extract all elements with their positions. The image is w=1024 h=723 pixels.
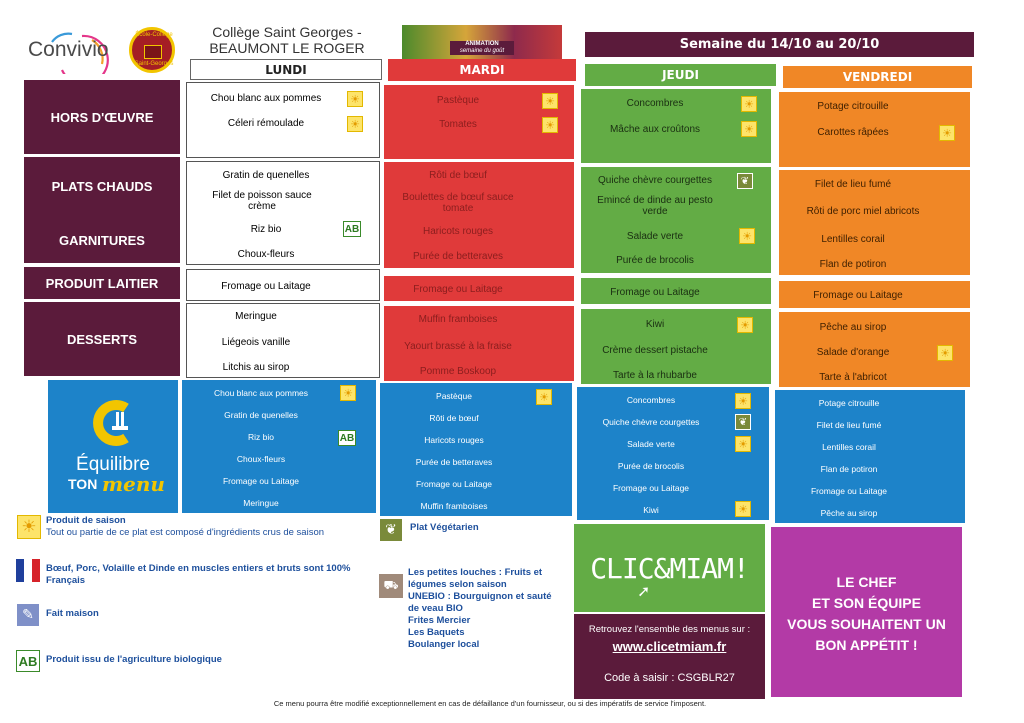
- jeudi-dessert-2: Crème dessert pistache: [602, 345, 708, 356]
- legend-vegetarien: Plat Végétarien: [410, 522, 479, 533]
- eq-mardi-4: Purée de betteraves: [415, 457, 493, 467]
- eq-vendredi-2: Filet de lieu fumé: [816, 420, 882, 430]
- day-header-mardi: MARDI: [388, 59, 576, 81]
- animation-banner: [402, 25, 562, 59]
- equilibre-vendredi: [775, 390, 965, 523]
- seal-house-icon: [144, 45, 162, 59]
- vendredi-plat-2: Rôti de porc miel abricots: [806, 206, 920, 217]
- equilibre-logo-box: [48, 380, 178, 513]
- eq-lundi-5: Fromage ou Laitage: [222, 476, 300, 486]
- jeudi-dessert-1: Kiwi: [645, 319, 665, 330]
- sun-icon: ☀: [739, 228, 755, 244]
- mardi-hors-2: Tomates: [439, 119, 477, 130]
- jeudi-hors-box: [581, 89, 771, 163]
- ab-bio-icon: AB: [343, 221, 361, 237]
- jeudi-hors-1: Concombres: [626, 98, 684, 109]
- mardi-laitier-box: [384, 276, 574, 301]
- sun-icon: ☀: [735, 393, 751, 409]
- legend-france: Bœuf, Porc, Volaille et Dinde en muscles entiers et bruts sont 100% Français: [46, 563, 351, 586]
- sun-icon: ☀: [17, 515, 41, 539]
- eq-jeudi-3: Salade verte: [627, 439, 675, 449]
- vendredi-laitier: Fromage ou Laitage: [813, 290, 903, 301]
- sun-icon: ☀: [347, 91, 363, 107]
- eq-lundi-2: Gratin de quenelles: [224, 410, 298, 420]
- seal-top-text: École-Collège: [135, 32, 173, 38]
- sun-icon: ☀: [741, 96, 757, 112]
- legend-louches-2: légumes selon saison: [408, 579, 507, 590]
- legend-louches-4: de veau BIO: [408, 603, 463, 614]
- vendredi-garn-1: Lentilles corail: [821, 234, 885, 245]
- lundi-plats-box: [186, 161, 380, 265]
- eq-jeudi-1: Concombres: [626, 395, 676, 405]
- jeudi-plat-1: Quiche chèvre courgettes: [598, 175, 712, 186]
- mardi-dessert-2: Yaourt brassé à la fraise: [404, 341, 512, 352]
- day-header-jeudi: JEUDI: [585, 64, 776, 86]
- mardi-plat-1: Rôti de bœuf: [429, 170, 487, 181]
- animation-label: [450, 41, 514, 55]
- equilibre-mardi: [380, 383, 572, 516]
- eq-mardi-5: Fromage ou Laitage: [415, 479, 493, 489]
- equilibre-lundi: [182, 380, 376, 513]
- vendredi-hors-1: Potage citrouille: [817, 101, 889, 112]
- convivio-logo: [22, 30, 122, 70]
- clic-retrouvez: Retrouvez l'ensemble des menus sur :: [588, 624, 751, 635]
- mardi-garn-1: Haricots rouges: [422, 226, 494, 237]
- leaf-icon: ❦: [735, 414, 751, 430]
- eq-jeudi-4: Purée de brocolis: [617, 461, 685, 471]
- vendredi-dessert-3: Tarte à l'abricot: [819, 372, 887, 383]
- lundi-hors-1: Chou blanc aux pommes: [210, 93, 322, 104]
- mardi-laitier: Fromage ou Laitage: [413, 284, 503, 295]
- legend-louches-5: Frites Mercier: [408, 615, 471, 626]
- fork-c-logo-icon: [90, 398, 138, 448]
- mardi-hors-1: Pastèque: [436, 95, 480, 106]
- week-band: Semaine du 14/10 au 20/10: [585, 32, 974, 57]
- lundi-laitier-box: [186, 269, 380, 301]
- eq-vendredi-6: Pêche au sirop: [820, 508, 878, 518]
- lundi-hors-box: [186, 82, 380, 158]
- clic-code: Code à saisir : CSGBLR27: [604, 672, 735, 684]
- lundi-plat-2: Filet de poisson sauce crème: [212, 190, 312, 212]
- sun-icon: ☀: [542, 117, 558, 133]
- seal-bottom-text: Saint-Georges: [134, 61, 174, 67]
- chef-message: [771, 527, 962, 697]
- category-produit-laitier: PRODUIT LAITIER: [24, 267, 180, 299]
- eq-jeudi-6: Kiwi: [643, 505, 659, 515]
- mardi-garn-2: Purée de betteraves: [412, 251, 504, 262]
- sun-icon: ☀: [735, 436, 751, 452]
- chef-line-3: VOUS SOUHAITENT UN: [787, 616, 946, 632]
- eq-mardi-2: Rôti de bœuf: [429, 413, 479, 423]
- vendredi-dessert-1: Pêche au sirop: [819, 322, 887, 333]
- jeudi-plats-box: [581, 167, 771, 273]
- mardi-dessert-1: Muffin framboises: [418, 314, 498, 325]
- mardi-plat-2: Boulettes de bœuf sauce tomate: [402, 192, 514, 214]
- chef-line-1: LE CHEF: [836, 574, 897, 590]
- legend-louches-1: Les petites louches : Fruits et: [408, 567, 543, 578]
- category-plats-chauds: PLATS CHAUDS: [24, 171, 180, 201]
- animation-subtitle: semaine du goût: [459, 48, 505, 54]
- eq-vendredi-3: Lentilles corail: [822, 442, 876, 452]
- vendredi-plat-1: Filet de lieu fumé: [814, 179, 892, 190]
- category-desserts: DESSERTS: [24, 302, 180, 376]
- jeudi-hors-2: Mâche aux croûtons: [609, 124, 701, 135]
- lundi-plat-1: Gratin de quenelles: [222, 170, 310, 181]
- clicetmiam-info: [574, 614, 765, 699]
- jeudi-garn-1: Salade verte: [626, 231, 684, 242]
- sun-icon: ☀: [737, 317, 753, 333]
- sun-icon: ☀: [741, 121, 757, 137]
- france-flag-icon: [16, 559, 40, 582]
- chef-line-2: ET SON ÉQUIPE: [812, 595, 921, 611]
- legend-saison-title: Produit de saison: [46, 515, 126, 526]
- lundi-garn-1: Riz bio: [250, 224, 282, 235]
- school-name: [190, 24, 384, 56]
- legend-louches-6: Les Baquets: [408, 627, 465, 638]
- vendredi-laitier-box: [779, 281, 970, 308]
- leaf-icon: ❦: [379, 518, 403, 542]
- sun-icon: ☀: [347, 116, 363, 132]
- ab-bio-icon: AB: [338, 430, 356, 446]
- lundi-laitier: Fromage ou Laitage: [221, 281, 311, 292]
- mardi-desserts-box: [384, 306, 574, 381]
- equilibre-word: Équilibre: [76, 454, 150, 475]
- sun-icon: ☀: [937, 345, 953, 361]
- category-hors-doeuvre: HORS D'ŒUVRE: [24, 80, 180, 154]
- cursor-icon: ➚: [638, 582, 648, 603]
- jeudi-plat-2: Emincé de dinde au pesto verde: [597, 195, 713, 217]
- lundi-hors-2: Céleri rémoulade: [227, 118, 305, 129]
- legend-louches-7: Boulanger local: [408, 639, 480, 650]
- jeudi-laitier-box: [581, 278, 771, 304]
- vendredi-hors-box: [779, 92, 970, 167]
- legend-louches-3: UNEBIO : Bourguignon et sauté: [408, 591, 552, 602]
- eq-vendredi-4: Flan de potiron: [820, 464, 878, 474]
- sun-icon: ☀: [340, 385, 356, 401]
- eq-lundi-6: Meringue: [243, 498, 279, 508]
- tractor-icon: ⛟: [379, 574, 403, 598]
- eq-vendredi-1: Potage citrouille: [818, 398, 880, 408]
- clic-url[interactable]: www.clicetmiam.fr: [612, 639, 727, 654]
- lundi-dessert-1: Meringue: [235, 311, 277, 322]
- sun-icon: ☀: [939, 125, 955, 141]
- legend-saison-desc: Tout ou partie de ce plat est composé d'ingrédients crus de saison: [46, 527, 325, 538]
- ab-bio-icon: AB: [16, 650, 40, 672]
- ton-word: TON: [68, 476, 98, 492]
- whisk-icon: ✎: [17, 604, 39, 626]
- mardi-hors-box: [384, 85, 574, 159]
- sun-icon: ☀: [735, 501, 751, 517]
- eq-lundi-4: Choux-fleurs: [236, 454, 286, 464]
- lundi-garn-2: Choux-fleurs: [237, 249, 295, 260]
- sun-icon: ☀: [536, 389, 552, 405]
- legend-louches: [408, 567, 572, 651]
- clicetmiam-logo: [574, 524, 765, 612]
- leaf-icon: ❦: [737, 173, 753, 189]
- eq-lundi-1: Chou blanc aux pommes: [213, 388, 309, 398]
- category-garnitures: GARNITURES: [24, 225, 180, 255]
- legend-bio: Produit issu de l'agriculture biologique: [46, 654, 222, 665]
- vendredi-dessert-2: Salade d'orange: [816, 347, 890, 358]
- lundi-dessert-2: Liégeois vanille: [221, 337, 291, 348]
- menu-word: menu: [102, 472, 165, 496]
- jeudi-garn-2: Purée de brocolis: [616, 255, 694, 266]
- eq-vendredi-5: Fromage ou Laitage: [810, 486, 888, 496]
- eq-lundi-3: Riz bio: [248, 432, 274, 442]
- eq-jeudi-5: Fromage ou Laitage: [612, 483, 690, 493]
- lundi-dessert-3: Litchis au sirop: [222, 362, 290, 373]
- jeudi-laitier: Fromage ou Laitage: [610, 287, 700, 298]
- animation-title: ANIMATION: [465, 41, 499, 47]
- jeudi-dessert-3: Tarte à la rhubarbe: [613, 370, 697, 381]
- sun-icon: ☀: [542, 93, 558, 109]
- vendredi-hors-2: Carottes râpées: [817, 127, 889, 138]
- eq-mardi-6: Muffin framboises: [420, 501, 488, 511]
- footnote: Ce menu pourra être modifié exceptionnellement en cas de défaillance d'un fournisseur, ou si des impératifs de service l'imposent.: [273, 699, 707, 708]
- equilibre-jeudi: [577, 387, 769, 520]
- eq-mardi-1: Pastèque: [436, 391, 472, 401]
- legend-maison: Fait maison: [46, 608, 99, 619]
- category-plats-garnitures: [24, 157, 180, 263]
- jeudi-desserts-box: [581, 309, 771, 384]
- legend-saison: [46, 515, 366, 539]
- school-name-line2: BEAUMONT LE ROGER: [209, 40, 365, 56]
- vendredi-garn-2: Flan de potiron: [819, 259, 887, 270]
- clicetmiam-logo-text: CLIC&MIAM!: [590, 551, 749, 585]
- lundi-desserts-box: [186, 303, 380, 378]
- school-name-line1: Collège Saint Georges -: [212, 24, 362, 40]
- brand-name: Convivio: [28, 38, 109, 61]
- chef-line-4: BON APPÉTIT !: [815, 637, 918, 653]
- eq-jeudi-2: Quiche chèvre courgettes: [602, 417, 700, 427]
- vendredi-desserts-box: [779, 312, 970, 387]
- mardi-dessert-3: Pomme Boskoop: [419, 366, 497, 377]
- eq-mardi-3: Haricots rouges: [424, 435, 484, 445]
- day-header-vendredi: VENDREDI: [783, 66, 972, 88]
- vendredi-plats-box: [779, 170, 970, 275]
- school-seal: [129, 27, 175, 73]
- mardi-plats-box: [384, 162, 574, 268]
- day-header-lundi: LUNDI: [190, 59, 382, 80]
